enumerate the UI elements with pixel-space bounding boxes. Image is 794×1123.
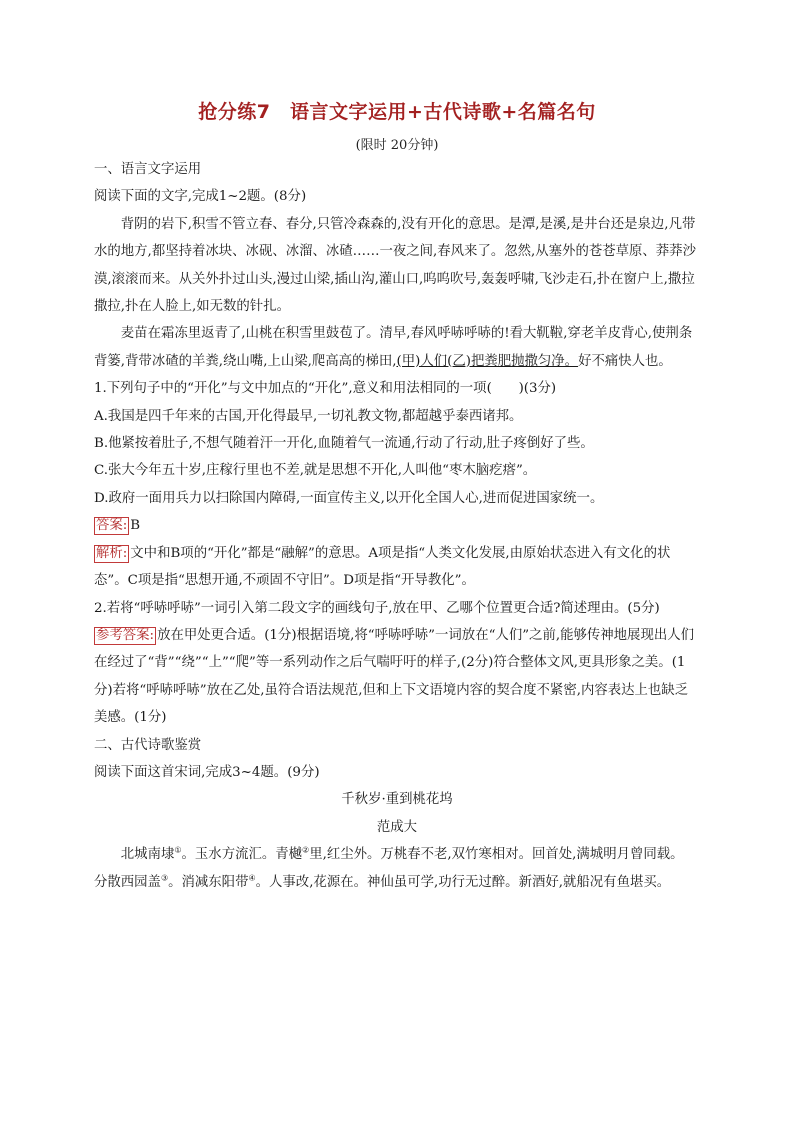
- footnote-marker-1: ①: [174, 845, 182, 855]
- reference-answer-text: 放在甲处更合适。(1分)根据语境,将“呼哧呼哧”一词放在“人们”之前,能够传神地展现出人们在经过了“背”“绕”“上”“爬”等一系列动作之后气喘吁吁的样子,(2分)符合整体文风,更具形象之美。(1分)若将“呼哧呼哧”放在乙处,虽符合语法规范,但和上下文语境内容的契合度不紧密,内容表达上也缺乏美感。(1分): [94, 627, 695, 726]
- footnote-marker-4: ④: [248, 873, 256, 883]
- poem-segment: 。人事改,花源在。神仙虽可学,功行无过醉。新酒好,就船况有鱼堪买。: [255, 874, 671, 890]
- poem-title: 千秋岁·重到桃花坞: [341, 792, 453, 808]
- q1-option-b: B.他紧按着肚子,不想气随着汗一开化,血随着气一流通,行动了行动,肚子疼倒好了些。: [94, 436, 594, 452]
- analysis-text: 文中和B项的“开化”都是“融解”的意思。A项是指“人类文化发展,由原始状态进入有文化的状态”。C项是指“思想开通,不顽固不守旧”。D项是指“开导教化”。: [94, 545, 671, 589]
- section2-heading: 二、古代诗歌鉴赏: [94, 737, 202, 753]
- poem-segment: 。玉水方流汇。青樾: [181, 847, 303, 863]
- answer-label: 答案:: [96, 518, 128, 534]
- poem-author: 范成大: [376, 819, 418, 835]
- q1-option-a: A.我国是四千年来的古国,开化得最早,一切礼教文物,都超越乎泰西诸邦。: [94, 408, 523, 424]
- q1-option-c: C.张大今年五十岁,庄稼行里也不差,就是思想不开化,人叫他“枣木脑疙瘩”。: [94, 463, 537, 479]
- q2-answer: [94, 622, 700, 732]
- passage-paragraph-2: [94, 320, 700, 375]
- poem-segment: 北城南埭: [120, 847, 175, 863]
- answer-value: B: [130, 518, 141, 534]
- analysis-label: 解析:: [96, 545, 128, 561]
- poem-segment: 里,红尘外。万桃春不老,双竹寒相对。回首处,满城明月曾同载。 分散西园盖: [94, 847, 704, 890]
- q1-answer: [94, 512, 700, 539]
- section1-heading: 一、语言文字运用: [94, 162, 202, 177]
- section2-instruction: 阅读下面这首宋词,完成3~4题。(9分): [94, 764, 320, 780]
- poem-segment: 。消减东阳带: [168, 874, 249, 890]
- question-1-stem: 1.下列句子中的“开化”与文中加点的“开化”,意义和用法相同的一项( )(3分): [94, 381, 557, 397]
- q1-option-d: D.政府一面用兵力以扫除国内障碍,一面宣传主义,以开化全国人心,进而促进国家统一。: [94, 490, 604, 506]
- reference-answer-label: 参考答案:: [96, 627, 155, 643]
- passage-paragraph-1: 背阴的岩下,积雪不管立春、春分,只管冷森森的,没有开化的意思。是潭,是溪,是井台还是泉边,凡带水的地方,都坚持着冰块、冰砚、冰溜、冰碴……一夜之间,春风来了。忽然,从塞外的苍苍草原、莽莽沙漠,滚滚而来。从关外扑过山头,漫过山梁,插山沟,灌山口,呜呜吹号,轰轰呼啸,飞沙走石,扑在窗户上,撒拉撒拉,扑在人脸上,如无数的针扎。: [94, 216, 696, 315]
- poem-text: [94, 841, 704, 896]
- para2-text: 麦苗在霜冻里返青了,山桃在积雪里鼓苞了。清早,春风呼哧呼哧的!看大靰鞡,穿老羊皮背心,使荆条背篓,背带冰碴的羊粪,绕山嘴,上山梁,爬高高的梯田,: [94, 326, 693, 369]
- document-body: [94, 156, 704, 896]
- underlined-sentence: (甲)人们(乙)把粪肥抛撒匀净。: [396, 353, 579, 369]
- page-title: 抢分练7 语言文字运用+古代诗歌+名篇名句: [198, 101, 596, 123]
- para2-tail: 好不痛快人也。: [578, 353, 672, 369]
- q1-analysis: [94, 540, 700, 595]
- time-limit: (限时 20分钟): [355, 138, 439, 153]
- footnote-marker-3: ③: [160, 873, 169, 883]
- footnote-marker-2: ②: [302, 845, 310, 855]
- section1-instruction: 阅读下面的文字,完成1~2题。(8分): [94, 189, 307, 205]
- question-2-stem: 2.若将“呼哧呼哧”一词引入第二段文字的画线句子,放在甲、乙哪个位置更合适?简述理由。(5分): [94, 600, 660, 616]
